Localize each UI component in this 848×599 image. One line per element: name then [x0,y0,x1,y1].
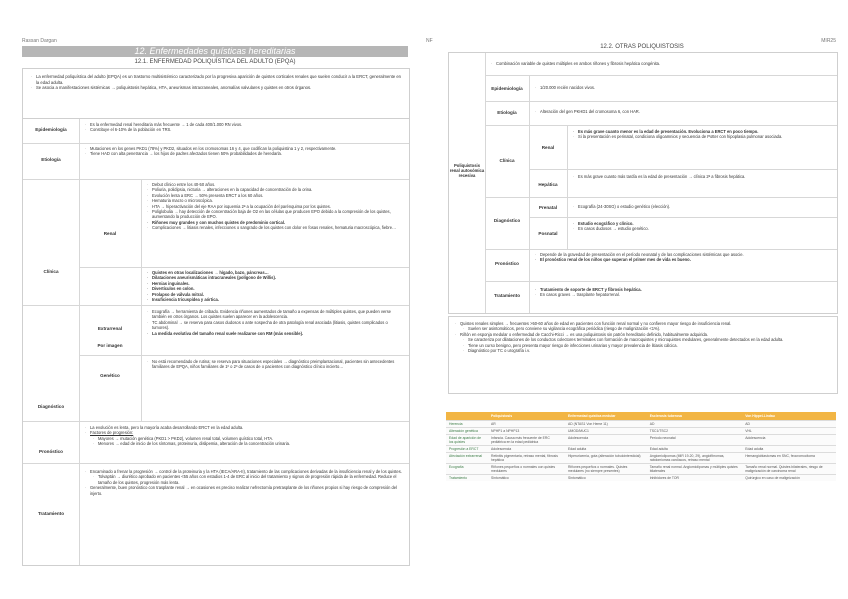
tratamiento-line: · Generalmente, buen pronóstico con trasplante renal → en ocasiones es preciso realizar nefrectomía pretrasplante de los riñones propios si hay riesgo de compresión del injerto. [85,485,403,496]
table-header [446,412,488,421]
chapter-title: 12. Enfermedades quísticas hereditarias [22,46,408,57]
clinica-renal-line: · Hematuria macro o microscópica. [147,198,403,203]
table-cell: NPHP1 a NPHP13 [488,428,565,435]
table-row [446,435,836,446]
right-page [424,0,848,599]
note-line: · Riñón en esponja medular o enfermedad de Cacchi-Ricci → es una poliquistosis sin patrón hereditario definido, habitualmente adquirida. [455,332,831,337]
table-cell: Angiomiolipomas (MIR 19-20, 29), angiofibromas, rabdomiomas cardíacos, retraso mental [647,453,742,464]
row-label-diagnostico: Diagnóstico [37,404,65,409]
epqa-table [22,118,410,566]
pronostico-line: · La evolución es lenta, pero la mayoría acaba desarrollando ERCT en la edad adulta. [85,425,403,430]
clinica-renal-line: · Poliuria, polidipsia, nicturia → alteraciones en la capacidad de concentración de la orina. [147,187,403,192]
pronostico-line: · Menores → edad de inicio de los síntomas, proteinuria, dislipemia, alteración de la concentración urinaria. [93,441,403,446]
arpkd-pron-line: · Depende de la gravedad de presentación en el período neonatal y de las complicaciones sistémicas que asocie. [535,252,831,257]
tratamiento-line: · Encaminado a frenar la progresión → control de la proteinuria y la HTA (IECA/ARA-II), tratamiento de las complicaciones derivadas de la insuficiencia renal y de los quistes. [85,469,403,474]
arpkd-renal-line: · Es más grave cuanto menor es la edad de presentación. Evoluciona a ERCT en poco tiempo. [573,129,831,134]
tratamiento-line: · Tolvaptán → diurético aprobado en pacientes <55 años con estadios 1-4 de ERC al inicio del tratamiento y signos de progresión rápida de la enfermedad. Reduce el tamaño de los quistes, progresión más lenta. [93,474,403,485]
epi-line: · Constituye el 6-10% de la población en TRS. [85,127,403,132]
intro-box [22,68,410,120]
note-line: · Suelen ser asintomáticos, pero conviene su vigilancia ecográfica periódica (riesgo de malignización <1%). [463,326,831,331]
row-label-tratamiento: Tratamiento [37,511,65,516]
etio-line: · Tiene HAD con alta penetrancia → los hijos de padres afectados tienen 50% probabilidades de heredarla. [85,151,403,156]
header-left: NF [426,38,433,44]
genetico-line: · No está recomendado de rutina; se reserva para situaciones especiales → diagnóstico preimplantacional, pacientes sin antecedentes familiares de EPQA, niños familiares de 1º o 2º de casos de o pacientes con diagnóstico clínico incierto… [147,359,403,370]
table-cell: AR [488,421,565,428]
table-cell: Hiperuricemia, gota (alteración tubulointersticial) [565,453,647,464]
table-row [446,446,836,453]
intro-line: · La enfermedad poliquística del adulto (EPQA) es un trastorno multisistémico caracterizado por la progresiva aparición de quistes corticales renales que suelen conducir a la ERCT, generalmente en la edad adulta. [31,74,401,85]
table-header-row [446,412,836,421]
table-cell: Afectación extrarrenal [446,453,488,464]
table-cell: AD [742,421,836,428]
table-cell: Ecografía [446,464,488,475]
row-label-trat: Tratamiento [493,293,521,298]
table-row [446,453,836,464]
section-subtitle: 12.1. ENFERMEDAD POLIQUÍSTICA DEL ADULTO (EPQA) [134,59,296,65]
epi-line: · Es la enfermedad renal hereditaria más frecuente → 1 de cada 400/1.000 RN vivos. [85,122,403,127]
comparison-table [446,412,836,481]
section-subtitle-right: 12.2. OTRAS POLIQUISTOSIS [600,44,684,50]
sub-label-renal-r: Renal [541,145,555,150]
table-cell: Edad de aparición de los quistes [446,435,488,446]
sub-label-extrarrenal: Extrarrenal [97,326,123,331]
sub-label-genetico: Genético [100,373,120,378]
sub-label-renal: Renal [103,231,117,236]
arpkd-epi-text: · 1/20.000 recién nacidos vivos. [535,85,831,90]
table-cell: Alteración genética [446,428,488,435]
table-row [446,475,836,482]
prenatal-line: · Ecografía (24-30SG) o estudio genético (elección). [573,204,831,209]
arpkd-etio-text: · Alteración del gen PKHD1 del cromosoma 6, con HAR. [535,109,831,114]
arpkd-hepatica-line: · Es más grave cuanto más tardía es la edad de presentación → clínica 2ª a fibrosis hepática. [573,174,831,179]
sub-label-imagen: Por imagen [97,343,123,348]
intro-line: · Se asocia a manifestaciones sistémicas → poliquistosis hepática, HTA, aneurismas intracraneales, anomalías valvulares y quistes en otros órganos. [31,85,401,91]
row-label-epi: Epidemiología [491,86,523,91]
table-cell: Retinitis pigmentaria, retraso mental, fibrosis hepática [488,453,565,464]
pronostico-line: · Factores de progresión: [85,430,403,435]
table-cell: Infancia. Causa más frecuente de ERC pediátrica en la edad pediátrica [488,435,565,446]
table-cell: UMOD/MUC1 [565,428,647,435]
extrarrenal-line: · Quistes en otras localizaciones → hígado, bazo, páncreas… [147,270,403,275]
note-line: · Diagnóstico por TC o urografía i.v. [463,348,831,353]
table-cell: Progresión a ERCT [446,446,488,453]
sub-label-posnatal: Posnatal [538,231,558,236]
clinica-renal-line: · Debut clínico entre los 40-50 años. [147,182,403,187]
clinica-renal-line: · Evolución lenta a ERC → 50% presenta ERCT a los 60 años. [147,193,403,198]
note-line: · Tiene un curso benigno, pero presenta mayor riesgo de infecciones urinarias y mayor prevalencia de litiasis cálcica. [463,343,831,348]
arpkd-trat-line: · En casos graves → trasplante hepatorrenal. [535,292,831,297]
row-label-diag: Diagnóstico [493,218,521,223]
table-cell: TSC1/TSC2 [647,428,742,435]
table-cell: Edad adulta [742,446,836,453]
table-cell: Sintomático [488,475,565,482]
table-header: Poliquistosis [488,412,565,421]
arpkd-intro: · Combinación variable de quistes múltiples en ambos riñones y fibrosis hepática congénita. [491,61,831,66]
group-label: Poliquistosis renal autosómica recesiva [449,163,485,178]
etio-line: · Mutaciones en los genes PKD1 (78%) y PKD2, situados en los cromosomas 16 y 4, que codifican la poliquistina 1 y 2, respectivamente. [85,146,403,151]
arpkd-pron-line: · El pronóstico renal de los niños que superan el primer mes de vida es bueno. [535,257,831,262]
table-cell: Adolescencia [488,446,565,453]
table-cell: Edad adulta [647,446,742,453]
sub-label-prenatal: Prenatal [538,205,558,210]
clinica-renal-line: · Riñones muy grandes y con muchos quistes de predominio cortical. [147,220,403,225]
clinica-renal-line: · Complicaciones → litiasis renales, infecciones o sangrado de los quistes con dolor en fosas renales, hematuria macroscópica, fiebre… [147,225,403,230]
pronostico-line: · Mayores → mutación genética (PKD1 > PKD2), volumen renal total, volumen quístico total, HTA. [93,436,403,441]
posnatal-line: · En casos dudosos → estudio genético. [573,226,831,231]
note-line: · Se caracteriza por dilataciones de los conductos colectores terminales con formación de macroquistes y microquistes medulares, generalmente detectados en la edad adulta. [463,337,831,342]
notes-box [448,316,838,394]
row-label-clinica: Clínica [43,269,59,274]
table-cell: Inhibidores de TOR [647,475,742,482]
table-cell: Tamaño renal normal. Angiomiolipomas y múltiples quistes bilaterales [647,464,742,475]
extrarrenal-line: · Hernias inguinales. [147,281,403,286]
clinica-renal-line: · Poliglobulia → hay detección de concentración baja de O2 en las células que producen EPO debido a la compresión de los quistes, aumentando la producción de EPO. [147,209,403,220]
row-label-pronostico: Pronóstico [39,449,63,454]
clinica-renal-line: · HTA → hiperactivación del eje RAA por isquemia 2ª a la ocupación del parénquima por los quistes. [147,204,403,209]
table-cell: Período neonatal [647,435,742,446]
extrarrenal-line: · Divertículos en colon. [147,286,403,291]
table-row [446,428,836,435]
table-row [446,464,836,475]
table-cell: AD (NTAS1 Von Heme 11) [565,421,647,428]
table-cell: VHL [742,428,836,435]
imagen-line: · Ecografía → herramienta de cribado. Evidencia riñones aumentados de tamaño a expensas de múltiples quistes, que pueden verse también en otros órganos. Los quistes suelen aparecer en la adolescencia. [147,309,403,320]
page-author: Rassan Dargan [22,38,57,44]
table-cell: Adolescencia [565,435,647,446]
row-label-etio: Etiología [497,110,517,115]
note-line: · Quistes renales simples → frecuentes >50-60 años de edad en pacientes con función renal normal y no confieren mayor riesgo de insuficiencia renal. [455,321,831,326]
table-cell: Quirúrgico en caso de malignización [742,475,836,482]
row-label-clin: Clínica [499,158,515,163]
extrarrenal-line: · Dilataciones aneurismáticas intracraneales (polígono de Willis). [147,275,403,280]
table-cell: Tamaño renal normal. Quistes bilaterales, riesgo de malignización de carcinoma renal [742,464,836,475]
arpkd-table [448,52,838,314]
table-cell: Hemangioblastomas en SNC, feocromocitoma [742,453,836,464]
arpkd-renal-line: · Si la presentación es perinatal, condiciona oligoamnios y secuencia de Potter con hipoplasia pulmonar asociada. [573,134,831,139]
table-cell: Riñones pequeños o normales. Quistes medulares (no siempre presentes) [565,464,647,475]
posnatal-line: · Estudio ecográfico y clínico. [573,221,831,226]
table-header: Enfermedad quística medular [565,412,647,421]
table-cell: Adolescencia [742,435,836,446]
table-cell: Sintomático [565,475,647,482]
extrarrenal-line: · Prolapso de válvula mitral. [147,292,403,297]
row-label-epidemiologia: Epidemiología [35,127,67,132]
row-label-pron: Pronóstico [495,261,519,266]
header-right: MIR25 [821,38,836,44]
table-cell: Tratamiento [446,475,488,482]
table-cell: AD [647,421,742,428]
table-header: Esclerosis tuberosa [647,412,742,421]
table-cell: Edad adulta [565,446,647,453]
table-row [446,421,836,428]
row-label-etiologia: Etiología [41,157,61,162]
imagen-line: · La medida evolutiva del tamaño renal suele realizarse con RM (más sensible). [147,331,403,336]
imagen-line: · TC abdominal → se reserva para casos dudosos o ante sospecha de otra patología renal asociada (litiasis, quistes complicados o tumores). [147,320,403,331]
extrarrenal-line: · Insuficiencia tricuspídea y aórtica. [147,297,403,302]
table-header: Von Hippel-Lindau [742,412,836,421]
sub-label-hepatica: Hepática [538,182,558,187]
table-cell: Herencia [446,421,488,428]
arpkd-trat-line: · Tratamiento de soporte de ERCT y fibrosis hepática. [535,287,831,292]
table-cell: Riñones pequeños o normales con quistes medulares [488,464,565,475]
